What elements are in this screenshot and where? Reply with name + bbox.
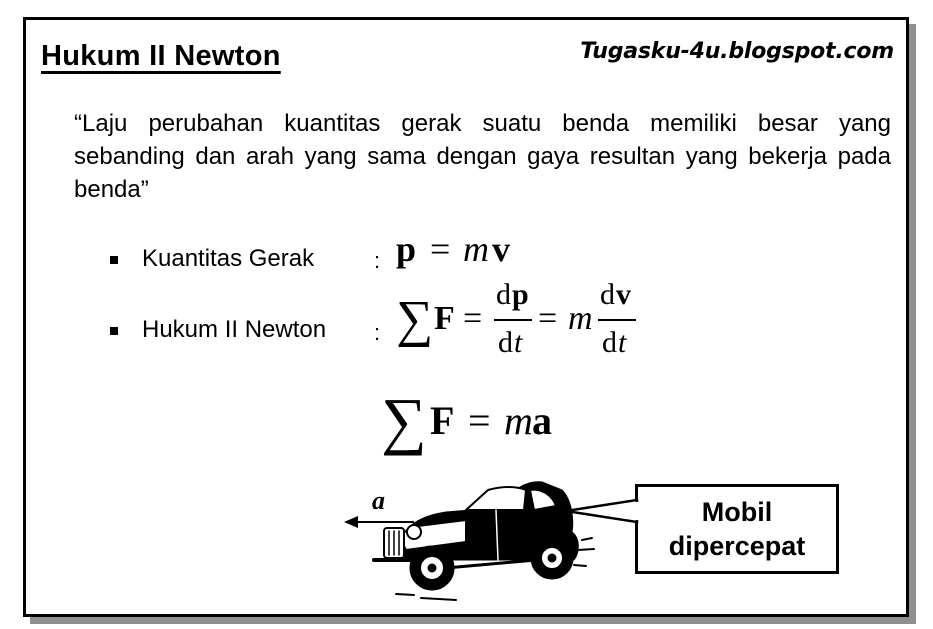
bullet-colon: : xyxy=(374,248,381,273)
formula-equals: = xyxy=(468,398,491,443)
frac2-den-d: d xyxy=(602,326,617,359)
site-watermark: Tugasku-4u.blogspot.com xyxy=(580,39,894,64)
frac1-num-d: d xyxy=(496,278,511,311)
formula-F: F xyxy=(434,300,455,337)
fraction-bar xyxy=(494,319,532,321)
page-title: Hukum II Newton xyxy=(41,40,281,72)
sum-symbol: ∑ xyxy=(396,291,434,348)
acceleration-label: a xyxy=(372,486,385,515)
callout-line-1: Mobil xyxy=(701,497,773,527)
formula-m: m xyxy=(504,398,533,443)
formula-equals: = xyxy=(430,229,451,269)
frac2-den-t: t xyxy=(618,326,627,359)
bullet-colon: : xyxy=(374,320,381,345)
formula-m: m xyxy=(463,229,489,269)
frac1-num-p: p xyxy=(512,278,529,311)
bullet-label: Kuantitas Gerak xyxy=(142,245,315,272)
formula-equals: = xyxy=(463,300,483,337)
formula-m: m xyxy=(568,300,593,337)
formula-equals: = xyxy=(538,300,558,337)
formula-F: F xyxy=(430,398,455,443)
sum-symbol: ∑ xyxy=(381,385,427,456)
frac2-num-d: d xyxy=(600,278,615,311)
formula-v: v xyxy=(492,229,510,269)
formula-a: a xyxy=(532,398,552,443)
bullet-label: Hukum II Newton xyxy=(142,316,327,343)
frac2-num-v: v xyxy=(616,278,631,311)
illustration-layer xyxy=(26,20,906,614)
fraction-bar xyxy=(598,319,636,321)
frac1-den-d: d xyxy=(498,326,513,359)
callout-pointer xyxy=(566,500,637,522)
slide-frame xyxy=(23,17,909,617)
acceleration-arrow-icon xyxy=(344,516,414,528)
frac1-den-t: t xyxy=(514,326,523,359)
car-icon xyxy=(374,482,594,600)
newton-law-quote: “Laju perubahan kuantitas gerak suatu benda memiliki besar yang sebanding dan arah yang sama dengan gaya resultan yang bekerja pada benda” xyxy=(74,110,891,203)
formula-p: p xyxy=(396,229,417,269)
callout-line-2: dipercepat xyxy=(668,531,806,561)
